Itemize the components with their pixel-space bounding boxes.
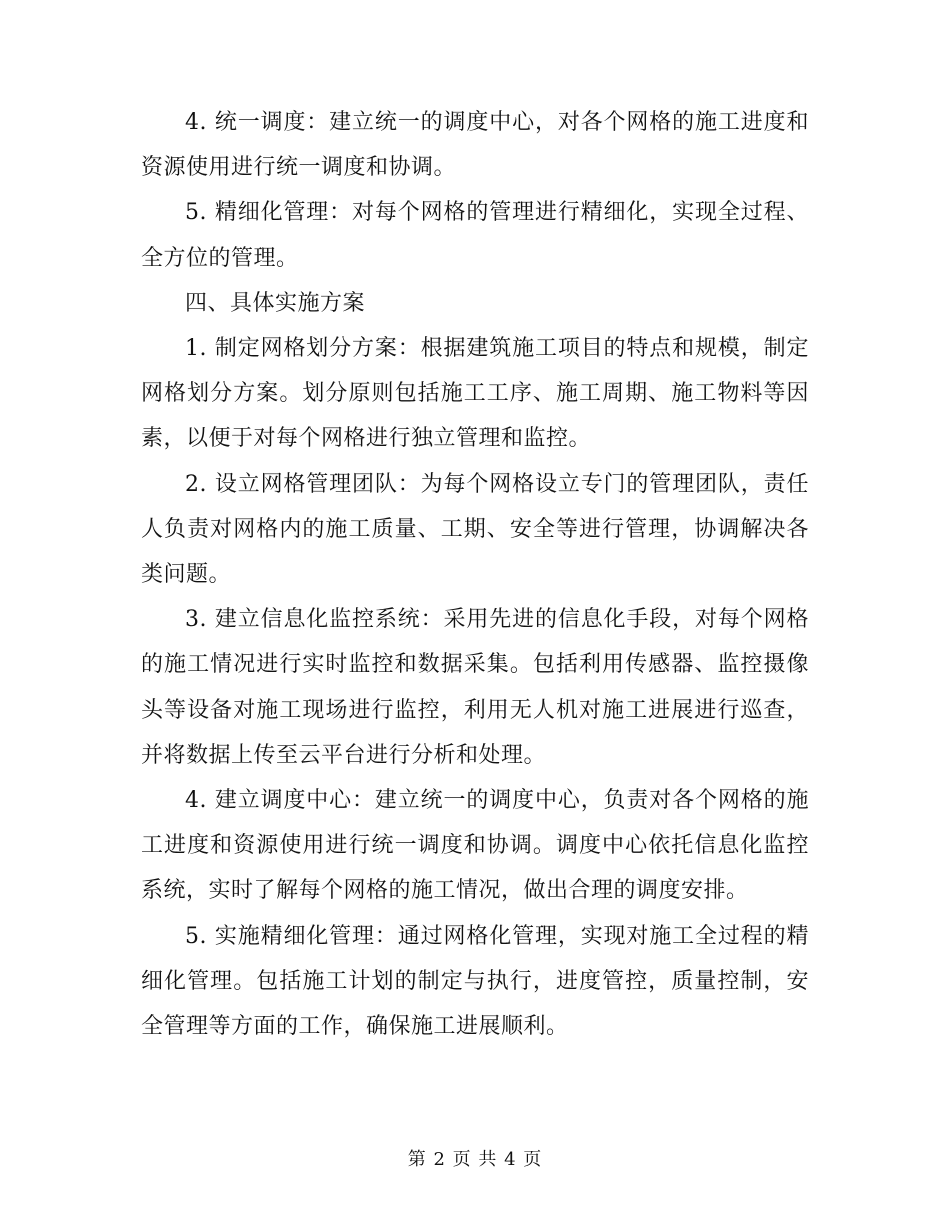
paragraph-unified-dispatch: 4. 统一调度：建立统一的调度中心，对各个网格的施工进度和资源使用进行统一调度和协调。 bbox=[141, 110, 809, 181]
document-body bbox=[141, 100, 809, 1049]
paragraph-refined-management: 5. 精细化管理：对每个网格的管理进行精细化，实现全过程、全方位的管理。 bbox=[141, 200, 809, 271]
paragraph-implement-refined-management: 5. 实施精细化管理：通过网格化管理，实现对施工全过程的精细化管理。包括施工计划的制定与执行，进度管控，质量控制，安全管理等方面的工作，确保施工进展顺利。 bbox=[141, 923, 809, 1040]
page-number-footer: 第 2 页 共 4 页 bbox=[407, 1149, 543, 1170]
paragraph-dispatch-center: 4. 建立调度中心：建立统一的调度中心，负责对各个网格的施工进度和资源使用进行统一调度和协调。调度中心依托信息化监控系统，实时了解每个网格的施工情况，做出合理的调度安排。 bbox=[141, 788, 809, 904]
paragraph-grid-division-plan: 1. 制定网格划分方案：根据建筑施工项目的特点和规模，制定网格划分方案。划分原则包括施工工序、施工周期、施工物料等因素，以便于对每个网格进行独立管理和监控。 bbox=[141, 336, 809, 452]
paragraph-monitoring-system: 3. 建立信息化监控系统：采用先进的信息化手段，对每个网格的施工情况进行实时监控和数据采集。包括利用传感器、监控摄像头等设备对施工现场进行监控，利用无人机对施工进展进行巡查，并将数据上传至云平台进行分析和处理。 bbox=[141, 607, 809, 768]
paragraph-grid-management-team: 2. 设立网格管理团队：为每个网格设立专门的管理团队，责任人负责对网格内的施工质量、工期、安全等进行管理，协调解决各类问题。 bbox=[141, 471, 809, 588]
section-heading-implementation-plan: 四、具体实施方案 bbox=[185, 290, 366, 316]
